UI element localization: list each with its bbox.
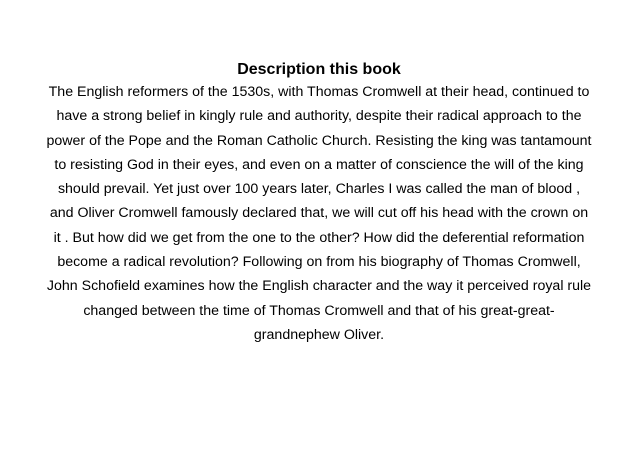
description-line: changed between the time of Thomas Cromwell and that of his great-great- — [83, 302, 555, 319]
description-line: The English reformers of the 1530s, with Thomas Cromwell at their head, continued to — [48, 84, 590, 100]
description-line: power of the Pope and the Roman Catholic Church. Resisting the king was tantamount — [46, 132, 592, 149]
description-line: and Oliver Cromwell famously declared that, we will cut off his head with the crown on — [49, 205, 589, 222]
description-line: have a strong belief in kingly rule and authority, despite their radical approach to the — [56, 108, 582, 125]
description-body — [0, 80, 638, 347]
description-line: to resisting God in their eyes, and even on a matter of conscience the will of the king — [54, 156, 584, 173]
description-line: should prevail. Yet just over 100 years later, Charles I was called the man of blood , — [57, 181, 581, 198]
description-line: John Schofield examines how the English character and the way it perceived royal rule — [46, 278, 592, 295]
description-line: it . But how did we get from the one to the other? How did the deferential reformation — [53, 229, 585, 246]
description-line: grandnephew Oliver. — [253, 326, 385, 343]
description-title: Description this book — [237, 61, 401, 78]
description-line: become a radical revolution? Following on from his biography of Thomas Cromwell, — [57, 254, 581, 271]
